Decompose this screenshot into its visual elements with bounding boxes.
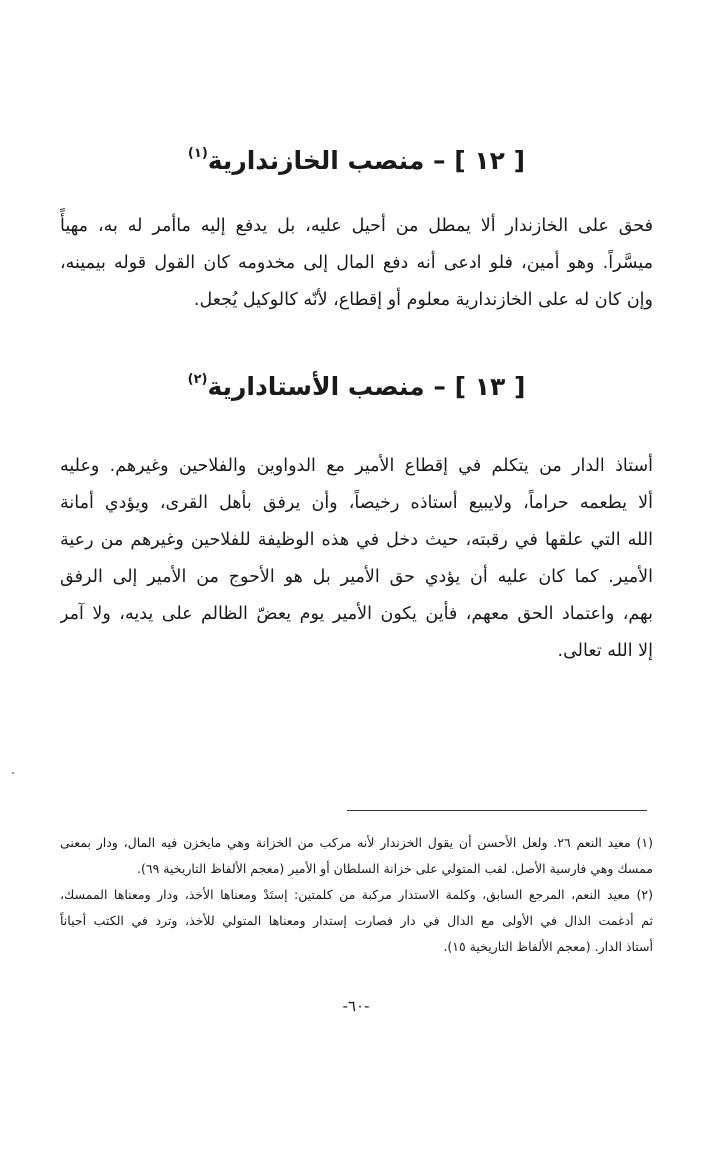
footnote-2 [60, 882, 653, 960]
section-12-paragraph [60, 208, 653, 319]
footnote-ref-2: (٢) [187, 372, 208, 387]
paragraph-line: وإن كان له على الخازندارية معلوم أو إقطاع، لأنّه كالوكيل يُجعل. [193, 290, 653, 310]
footnote-line: (٢) معيد النعم، المرجع السابق، وكلمة الاستدار مركبة من كلمتين: إستَدْ ومعناها الأخذ، ودار ومعناها الممسك، [60, 887, 653, 902]
paragraph-line: بهم، واعتماد الحق معهم، فأين يكون الأمير يوم يعضّ الظالم على يديه، ولا آمر [60, 604, 653, 624]
footnote-ref-1: (١) [187, 146, 208, 161]
paragraph-line: إلا الله تعالى. [557, 641, 653, 661]
footnote-1 [60, 830, 653, 882]
paragraph-line: أستاذ الدار من يتكلم في إقطاع الأمير مع الدواوين والفلاحين وغيرهم. وعليه [60, 456, 653, 476]
page-number: -٦٠- [342, 997, 370, 1015]
paragraph-line: ميسَّراً. وهو أمين، فلو ادعى أنه دفع المال إلى مخدومه كان القول قوله بيمينه، [60, 253, 653, 273]
section-12-title: [ ١٢ ] – منصب الخازندارية [207, 146, 526, 175]
footnote-line: أستاذ الدار. (معجم الألفاظ التاريخية ١٥). [443, 939, 653, 954]
section-13-paragraph [60, 448, 653, 670]
footnote-separator [347, 810, 647, 811]
paragraph-line: الله التي علقها في رقبته، حيث دخل في هذه الوظيفة للفلاحين وغيرهم من رعية [60, 530, 653, 550]
footnote-line: ثم أدغمت الذال في الأولى مع الدال في دار فصارت إستدار ومعناها المتولي للأخذ، وترد في الكتب أحياناً [60, 913, 653, 928]
footnote-line: ممسك وهي فارسية الأصل. لقب المتولي على خزانة السلطان أو الأمير (معجم الألفاظ التاريخية ٦٩). [137, 861, 653, 876]
section-12-heading [60, 136, 653, 179]
section-13-title: [ ١٣ ] – منصب الأستادارية [207, 372, 526, 401]
paragraph-line: فحق على الخازندار ألا يمطل من أحيل عليه، بل يدفع إليه ماأمر له به، مهيأً [60, 216, 653, 236]
paragraph-line: الأمير. كما كان عليه أن يؤدي حق الأمير بل هو الأحوج من الأمير إلى الرفق [60, 567, 653, 587]
section-13-heading [60, 362, 653, 405]
paragraph-line: ألا يطعمه حراماً، ولايبيع أستاذه رخيصاً، وأن يرفق بأهل القرى، ويؤدي أمانة [60, 493, 653, 513]
footnote-line: (١) معيد النعم ٢٦. ولعل الأحسن أن يقول الخزندار لأنه مركب من الخزانة وهي مايخزن فيه المال، ودار بمعنى [60, 835, 653, 850]
scan-speck [12, 772, 14, 774]
